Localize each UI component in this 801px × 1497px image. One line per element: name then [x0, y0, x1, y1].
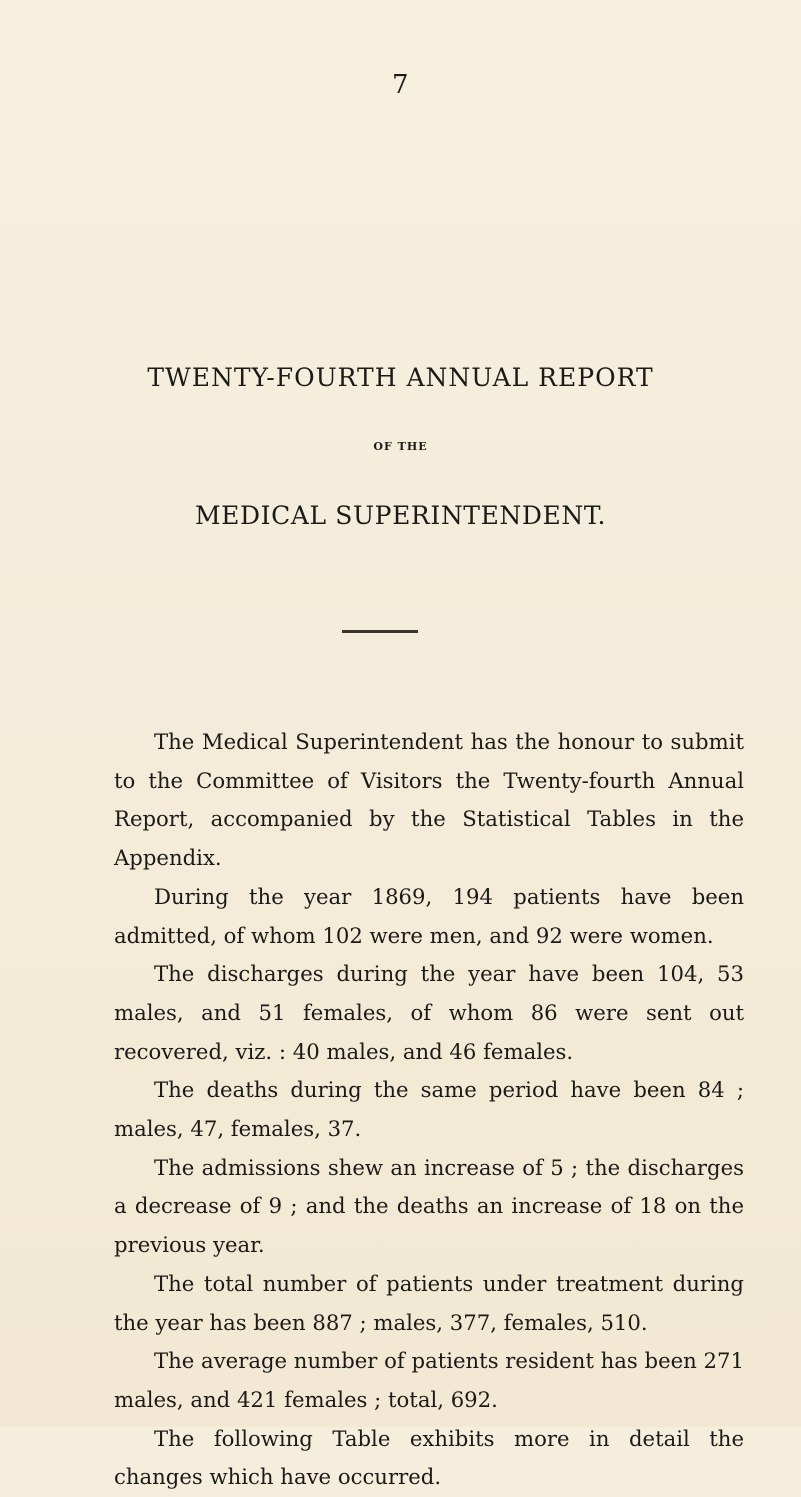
paragraph-table-intro: The following Table exhibits more in detail the changes which have occurred. — [114, 1425, 744, 1490]
paragraph-deaths: The deaths during the same period have been 84 ; males, 47, females, 37. — [114, 1077, 744, 1142]
report-subtitle: MEDICAL SUPERINTENDENT. — [194, 501, 607, 530]
title-connector: OF THE — [373, 440, 428, 453]
page-number: 7 — [391, 70, 410, 100]
paragraph-discharges: The discharges during the year have been 104, 53 males, and 51 females, of whom 86 were sent out recovered, viz. : 40 males, and 46 females. — [114, 961, 744, 1064]
paragraph-comparison: The admissions shew an increase of 5 ; the discharges a decrease of 9 ; and the deaths an increase of 18 on the previous year. — [114, 1154, 744, 1258]
paragraph-intro: The Medical Superintendent has the honour to submit to the Committee of Visitors the Twenty-fourth Annual Report, accompanied by the Statistical Tables in the Appendix. — [114, 729, 744, 871]
report-title: TWENTY-FOURTH ANNUAL REPORT — [147, 363, 654, 392]
paragraph-total-treated: The total number of patients under treatment during the year has been 887 ; males, 377, females, 510. — [114, 1270, 744, 1335]
paragraph-admissions: During the year 1869, 194 patients have been admitted, of whom 102 were men, and 92 were women. — [114, 883, 744, 948]
report-body — [114, 723, 744, 1497]
paragraph-average-resident: The average number of patients resident has been 271 males, and 421 females ; total, 692. — [114, 1348, 744, 1412]
section-divider — [342, 630, 418, 633]
